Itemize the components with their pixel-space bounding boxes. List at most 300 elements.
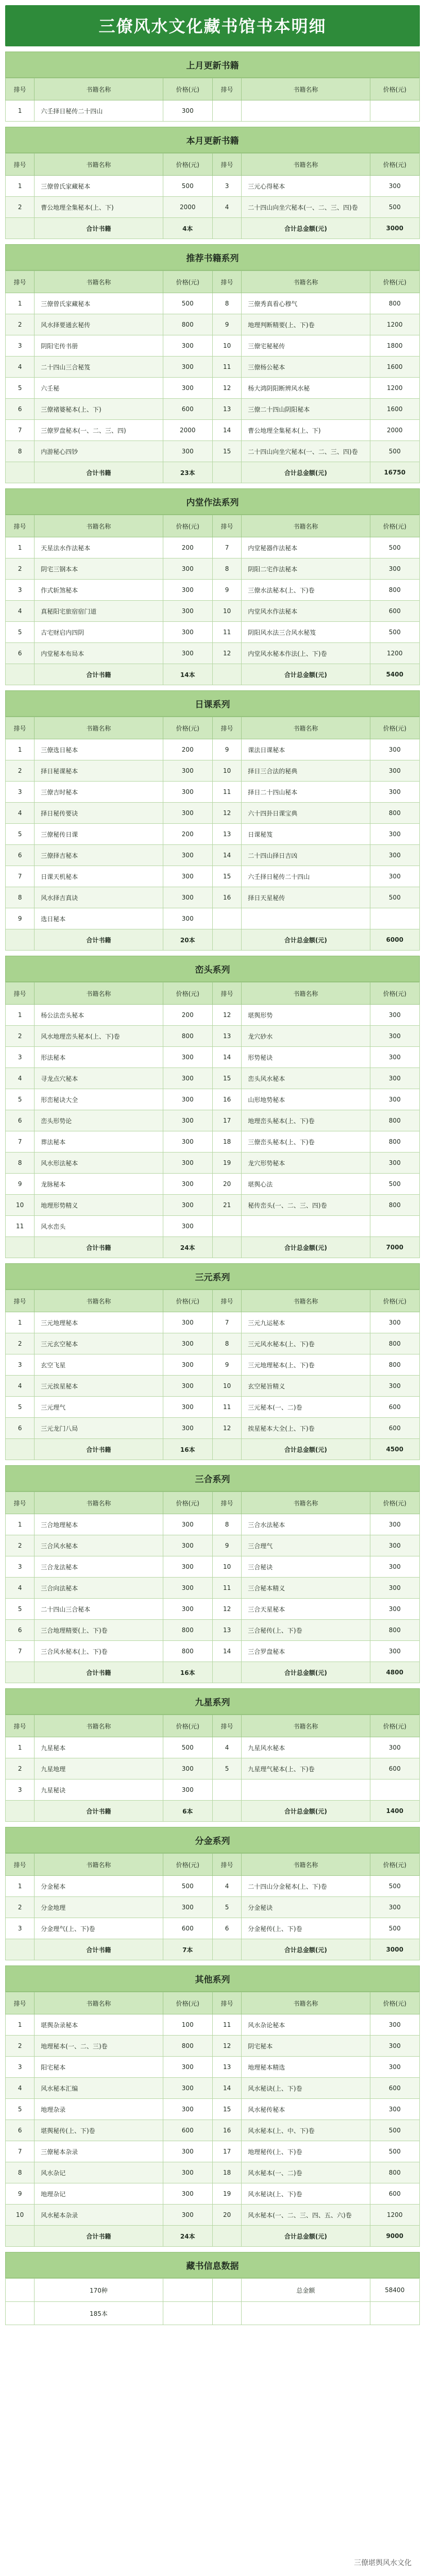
column-header: 价格(元) [370,1854,420,1876]
book-price [370,1216,420,1237]
book-price: 300 [163,1599,212,1620]
row-number: 16 [212,887,241,908]
total-amount-value: 7000 [370,1237,420,1258]
book-name: 秘传峦头(一、二、三、四)卷 [242,1195,370,1216]
total-amount-label: 合计总金额(元) [242,1237,370,1258]
book-name: 寻龙点穴秘本 [35,1068,163,1089]
column-header: 书籍名称 [242,1290,370,1312]
row-number [212,1780,241,1801]
book-name: 九星地理 [35,1758,163,1780]
book-name: 堪舆心法 [242,1174,370,1195]
book-price: 300 [163,558,212,580]
row-number: 13 [212,1026,241,1047]
total-books-label: 合计书籍 [35,1662,163,1683]
total-amount-value: 5400 [370,664,420,685]
book-name: 择日秘传要诀 [35,803,163,824]
section-title: 推荐书籍系列 [5,244,420,270]
book-price: 100 [163,2014,212,2036]
book-name: 选日秘本 [35,908,163,929]
total-books-count: 20本 [163,929,212,951]
row-number [212,1216,241,1237]
book-name: 地理形势精义 [35,1195,163,1216]
table-row [6,293,420,314]
book-price: 300 [370,1312,420,1333]
book-name: 三元龙门八局 [35,1418,163,1439]
book-name: 堪舆杂录秘本 [35,2014,163,2036]
book-name: 三僚秀真看心穆气 [242,293,370,314]
row-number [212,908,241,929]
row-number: 14 [212,845,241,866]
book-name [242,1216,370,1237]
book-name: 三僚褚婆秘本(上、下) [35,399,163,420]
total-cell-empty [212,929,241,951]
row-number: 9 [6,1174,35,1195]
row-number: 15 [212,441,241,462]
book-name: 六壬择日秘传二十四山 [35,100,163,122]
total-cell-empty [212,2226,241,2247]
column-header: 书籍名称 [242,1854,370,1876]
book-name: 风水峦头 [35,1216,163,1237]
row-number: 10 [212,601,241,622]
table-row [6,1737,420,1758]
column-header: 价格(元) [370,271,420,293]
row-number: 11 [212,782,241,803]
book-name: 阴阳风水法三合风水秘笈 [242,622,370,643]
row-number: 5 [6,1089,35,1110]
column-header: 书籍名称 [35,515,163,537]
row-number: 2 [6,1758,35,1780]
book-name: 三元理气 [35,1397,163,1418]
total-cell-empty [6,462,35,483]
total-books-count: 16本 [163,1662,212,1683]
row-number: 17 [212,1110,241,1131]
book-price: 500 [370,2120,420,2141]
row-number: 7 [6,1641,35,1662]
column-header: 排号 [212,271,241,293]
column-header: 书籍名称 [35,1854,163,1876]
row-number: 9 [212,314,241,335]
book-name: 六十四卦日课宝典 [242,803,370,824]
book-price: 300 [163,845,212,866]
column-header: 排号 [212,78,241,100]
row-number: 12 [212,1005,241,1026]
table-row [6,1354,420,1376]
book-name: 风水秘本(一、二)卷 [242,2162,370,2183]
table-row [6,2014,420,2036]
section-title: 上月更新书籍 [5,52,420,78]
book-name: 作式斩煞秘本 [35,580,163,601]
row-number: 3 [6,580,35,601]
row-number: 1 [6,1737,35,1758]
table-row [6,1918,420,1939]
table-row [6,1333,420,1354]
book-name: 峦头风水秘本 [242,1068,370,1089]
book-name: 龙脉秘本 [35,1174,163,1195]
row-number: 20 [212,1174,241,1195]
column-header: 排号 [6,1290,35,1312]
book-section [5,52,420,122]
table-row [6,2205,420,2226]
row-number: 10 [212,335,241,357]
book-price: 300 [163,1535,212,1556]
total-cell-empty [212,664,241,685]
book-name: 二十四山向坐穴秘本(一、二、三、四)卷 [242,197,370,218]
book-price: 300 [163,335,212,357]
row-number: 10 [212,1376,241,1397]
book-price: 300 [370,1153,420,1174]
table-row [6,1535,420,1556]
total-cell-empty [212,1801,241,1822]
book-section [5,1688,420,1822]
stats-cell-empty [242,2302,370,2325]
book-name: 三合风水秘本 [35,1535,163,1556]
row-number: 1 [6,1876,35,1897]
book-price: 500 [370,197,420,218]
book-name: 分金秘诀 [242,1897,370,1918]
page [5,0,420,2331]
book-price: 300 [163,1153,212,1174]
book-price: 300 [163,622,212,643]
row-number: 5 [6,1599,35,1620]
total-row [6,462,420,483]
table-row [6,601,420,622]
book-price: 300 [163,2099,212,2120]
row-number: 16 [212,2120,241,2141]
book-name: 天星法水作法秘本 [35,537,163,558]
total-cell-empty [6,218,35,239]
book-price: 300 [370,1578,420,1599]
table-row [6,1068,420,1089]
column-header: 排号 [212,982,241,1005]
book-section [5,244,420,483]
column-header: 排号 [6,1492,35,1514]
book-name: 三僚宅秘秘传 [242,335,370,357]
book-name: 分金理气(上、下)卷 [35,1918,163,1939]
row-number: 3 [6,2057,35,2078]
row-number: 5 [6,824,35,845]
column-header: 价格(元) [370,982,420,1005]
book-price: 300 [163,866,212,887]
section-title: 日课系列 [5,690,420,717]
row-number: 17 [212,2141,241,2162]
book-price: 800 [370,1354,420,1376]
stats-cell-empty [212,2279,241,2302]
book-name: 三合秘传(上、下)卷 [242,1620,370,1641]
section-title: 其他系列 [5,1965,420,1992]
row-number: 1 [6,537,35,558]
row-number: 2 [6,1535,35,1556]
row-number: 11 [212,1397,241,1418]
table-row [6,441,420,462]
row-number: 4 [6,601,35,622]
table-row [6,2057,420,2078]
row-number: 16 [212,1089,241,1110]
column-header: 书籍名称 [35,154,163,176]
book-name: 三合秘本精义 [242,1578,370,1599]
book-price: 300 [370,739,420,760]
book-price: 800 [163,2036,212,2057]
book-price: 800 [370,1333,420,1354]
column-header: 价格(元) [370,1290,420,1312]
table-row [6,739,420,760]
book-name: 风水杂论秘本 [242,2014,370,2036]
book-price: 300 [370,2014,420,2036]
book-name: 择日秘课秘本 [35,760,163,782]
book-name: 曹公地理全集秘本(上、下) [35,197,163,218]
header-row [6,78,420,100]
book-price: 300 [163,1780,212,1801]
section-title: 峦头系列 [5,956,420,982]
row-number: 14 [212,2078,241,2099]
table-row [6,1026,420,1047]
row-number: 9 [212,1535,241,1556]
book-price: 800 [370,2162,420,2183]
column-header: 排号 [212,515,241,537]
table-row [6,824,420,845]
book-price: 1800 [370,335,420,357]
row-number: 6 [212,1918,241,1939]
book-name: 山形地势秘本 [242,1089,370,1110]
book-price: 800 [370,580,420,601]
book-price: 200 [163,537,212,558]
book-name: 挨星秘本大全(上、下)卷 [242,1418,370,1439]
total-amount-value: 16750 [370,462,420,483]
book-name: 三僚择吉秘本 [35,845,163,866]
total-books-label: 合计书籍 [35,929,163,951]
table-row [6,2162,420,2183]
book-name: 阴宅秘本 [242,2036,370,2057]
column-header: 书籍名称 [35,1290,163,1312]
row-number: 8 [212,558,241,580]
book-section [5,1827,420,1960]
book-name: 风水地理峦头秘本(上、下)卷 [35,1026,163,1047]
book-name: 形峦秘诀大全 [35,1089,163,1110]
book-price: 300 [163,1514,212,1535]
row-number: 14 [212,1047,241,1068]
column-header: 排号 [6,1992,35,2014]
row-number: 19 [212,2183,241,2205]
row-number: 4 [212,1737,241,1758]
row-number: 5 [6,2099,35,2120]
total-amount-value: 3000 [370,1939,420,1960]
column-header: 排号 [6,1854,35,1876]
row-number: 4 [6,803,35,824]
total-cell-empty [212,218,241,239]
column-header: 价格(元) [163,1492,212,1514]
column-header: 书籍名称 [35,271,163,293]
book-price: 300 [163,1131,212,1153]
total-row [6,218,420,239]
book-name: 九星秘诀 [35,1780,163,1801]
book-price: 500 [370,622,420,643]
stats-amount-value: 58400 [370,2279,420,2302]
total-books-label: 合计书籍 [35,2226,163,2247]
row-number: 4 [6,1068,35,1089]
table-row [6,2183,420,2205]
section-title: 分金系列 [5,1827,420,1853]
book-price: 300 [163,1556,212,1578]
row-number: 3 [6,1918,35,1939]
total-books-label: 合计书籍 [35,664,163,685]
book-price: 300 [370,2057,420,2078]
column-header: 价格(元) [163,78,212,100]
row-number: 4 [212,1876,241,1897]
row-number: 5 [6,1397,35,1418]
book-price: 1200 [370,643,420,664]
table-row [6,580,420,601]
book-section [5,1965,420,2247]
book-name: 曹公地理全集秘本(上、下) [242,420,370,441]
book-name: 地理秘本(一、二、三)卷 [35,2036,163,2057]
row-number: 12 [212,803,241,824]
book-price: 500 [163,176,212,197]
column-header: 排号 [6,78,35,100]
row-number: 5 [212,1897,241,1918]
book-name: 地理杂记 [35,2183,163,2205]
book-name: 三僚吉时秘本 [35,782,163,803]
book-name: 三元地理秘本(上、下)卷 [242,1354,370,1376]
book-price: 600 [370,1758,420,1780]
book-price: 800 [163,1620,212,1641]
book-name: 三僚罗盘秘本(一、二、三、四) [35,420,163,441]
book-name: 三合风水秘本(上、下)卷 [35,1641,163,1662]
book-price: 300 [163,887,212,908]
book-price: 800 [370,803,420,824]
total-row [6,1939,420,1960]
book-price: 600 [163,1918,212,1939]
book-price: 300 [163,1174,212,1195]
book-price: 300 [370,824,420,845]
book-name: 内堂秘本布局本 [35,643,163,664]
total-books-count: 24本 [163,2226,212,2247]
book-name: 三僚秘本杂录 [35,2141,163,2162]
book-name: 地理杂录 [35,2099,163,2120]
total-amount-label: 合计总金额(元) [242,664,370,685]
row-number: 11 [212,2014,241,2036]
row-number: 12 [212,2036,241,2057]
row-number: 2 [6,558,35,580]
book-name: 择日二十四山秘本 [242,782,370,803]
book-price: 800 [163,1641,212,1662]
table-row [6,782,420,803]
book-section [5,690,420,951]
book-name: 真秘阳宅旅宿宿门道 [35,601,163,622]
total-books-count: 14本 [163,664,212,685]
row-number: 10 [212,760,241,782]
total-cell-empty [6,1662,35,1683]
book-name: 形势秘诀 [242,1047,370,1068]
column-header: 排号 [6,982,35,1005]
book-price: 300 [370,1556,420,1578]
total-cell-empty [212,1939,241,1960]
column-header: 书籍名称 [35,1992,163,2014]
book-name: 三元玄空秘本 [35,1333,163,1354]
column-header: 排号 [6,154,35,176]
row-number: 8 [6,2162,35,2183]
total-amount-value: 3000 [370,218,420,239]
row-number: 12 [212,643,241,664]
book-name: 杨公法峦头秘本 [35,1005,163,1026]
total-row [6,1237,420,1258]
total-amount-value: 4800 [370,1662,420,1683]
book-price: 600 [370,2078,420,2099]
book-name: 三元风水秘本(上、下)卷 [242,1333,370,1354]
book-name: 三合水法秘本 [242,1514,370,1535]
book-name: 三合地理秘本 [35,1514,163,1535]
book-name: 九星风水秘本 [242,1737,370,1758]
row-number: 11 [212,1578,241,1599]
book-name: 龙穴形势秘本 [242,1153,370,1174]
book-name: 三僚曾氏家藏秘本 [35,293,163,314]
book-name: 风水秘诀(上、下)卷 [242,2078,370,2099]
row-number: 2 [6,1026,35,1047]
table-row [6,845,420,866]
total-books-count: 4本 [163,218,212,239]
book-section [5,956,420,1258]
book-price: 300 [163,1216,212,1237]
book-name: 内堂风水秘本作法(上、下)卷 [242,643,370,664]
column-header: 书籍名称 [242,1992,370,2014]
row-number: 3 [212,176,241,197]
column-header: 书籍名称 [35,717,163,739]
column-header: 价格(元) [163,1854,212,1876]
book-table [5,1853,420,1960]
column-header: 书籍名称 [242,717,370,739]
row-number: 6 [6,845,35,866]
book-name [242,1780,370,1801]
stats-row [6,2279,420,2302]
total-cell-empty [212,1237,241,1258]
book-price: 500 [370,1174,420,1195]
column-header: 价格(元) [370,1992,420,2014]
total-amount-value: 1400 [370,1801,420,1822]
row-number: 8 [6,1153,35,1174]
table-row [6,1758,420,1780]
total-books-count: 6本 [163,1801,212,1822]
table-row [6,1418,420,1439]
row-number: 12 [212,1599,241,1620]
row-number: 1 [6,1312,35,1333]
book-price: 300 [163,2078,212,2099]
total-amount-label: 合计总金额(元) [242,218,370,239]
row-number: 2 [6,314,35,335]
total-books-label: 合计书籍 [35,1801,163,1822]
book-price: 300 [370,1026,420,1047]
book-table [5,270,420,483]
book-name: 风水形法秘本 [35,1153,163,1174]
book-price [370,1780,420,1801]
total-amount-label: 合计总金额(元) [242,1801,370,1822]
stats-amount-label: 总金额 [242,2279,370,2302]
row-number [212,100,241,122]
table-row [6,1620,420,1641]
book-price: 300 [370,1068,420,1089]
book-price: 500 [370,887,420,908]
column-header: 排号 [212,1854,241,1876]
total-row [6,1801,420,1822]
column-header: 排号 [6,717,35,739]
watermark-badge: 三僚堪舆风水文化 [350,2555,416,2570]
row-number: 19 [212,1153,241,1174]
book-price: 200 [163,739,212,760]
column-header: 价格(元) [163,515,212,537]
book-price: 300 [163,100,212,122]
stats-row [6,2302,420,2325]
book-price: 1200 [370,314,420,335]
book-name [242,908,370,929]
book-price: 1600 [370,357,420,378]
row-number: 6 [6,1418,35,1439]
